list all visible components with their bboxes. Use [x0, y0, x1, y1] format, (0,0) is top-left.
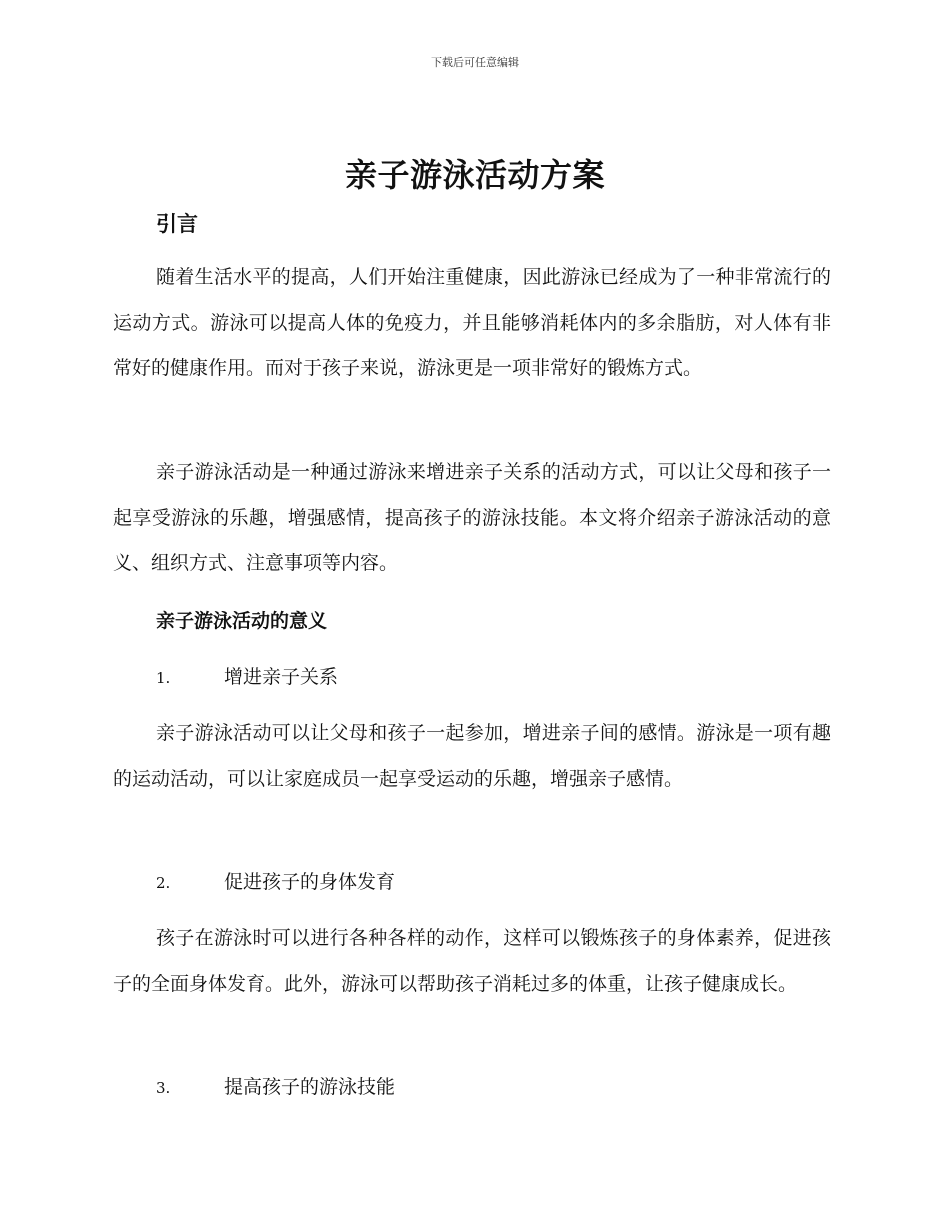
paragraph-meaning-1: 亲子游泳活动可以让父母和孩子一起参加，增进亲子间的感情。游泳是一项有趣的运动活动，可以让家庭成员一起享受运动的乐趣，增强亲子感情。	[113, 722, 831, 790]
list-item	[156, 662, 338, 689]
list-item-number: 2.	[156, 874, 171, 892]
list-item-number: 1.	[156, 669, 171, 687]
document-title: 亲子游泳活动方案	[344, 156, 605, 194]
list-item-text: 促进孩子的身体发育	[224, 871, 396, 893]
list-item-number: 3.	[156, 1079, 171, 1097]
list-item	[156, 1072, 395, 1099]
paragraph-meaning-2: 孩子在游泳时可以进行各种各样的动作，这样可以锻炼孩子的身体素养，促进孩子的全面身体发育。此外，游泳可以帮助孩子消耗过多的体重，让孩子健康成长。	[113, 927, 831, 995]
section-heading-intro: 引言	[156, 212, 198, 236]
section-heading-meaning: 亲子游泳活动的意义	[156, 610, 328, 632]
header-note: 下载后可任意编辑	[431, 56, 519, 69]
paragraph-intro-1: 随着生活水平的提高，人们开始注重健康，因此游泳已经成为了一种非常流行的运动方式。游泳可以提高人体的免疫力，并且能够消耗体内的多余脂肪，对人体有非常好的健康作用。而对于孩子来说，游泳更是一项非常好的锻炼方式。	[113, 266, 831, 379]
list-item	[156, 867, 395, 894]
list-item-text: 提高孩子的游泳技能	[224, 1076, 396, 1098]
paragraph-intro-2: 亲子游泳活动是一种通过游泳来增进亲子关系的活动方式，可以让父母和孩子一起享受游泳的乐趣，增强感情，提高孩子的游泳技能。本文将介绍亲子游泳活动的意义、组织方式、注意事项等内容。	[113, 461, 831, 574]
list-item-text: 增进亲子关系	[224, 666, 339, 688]
